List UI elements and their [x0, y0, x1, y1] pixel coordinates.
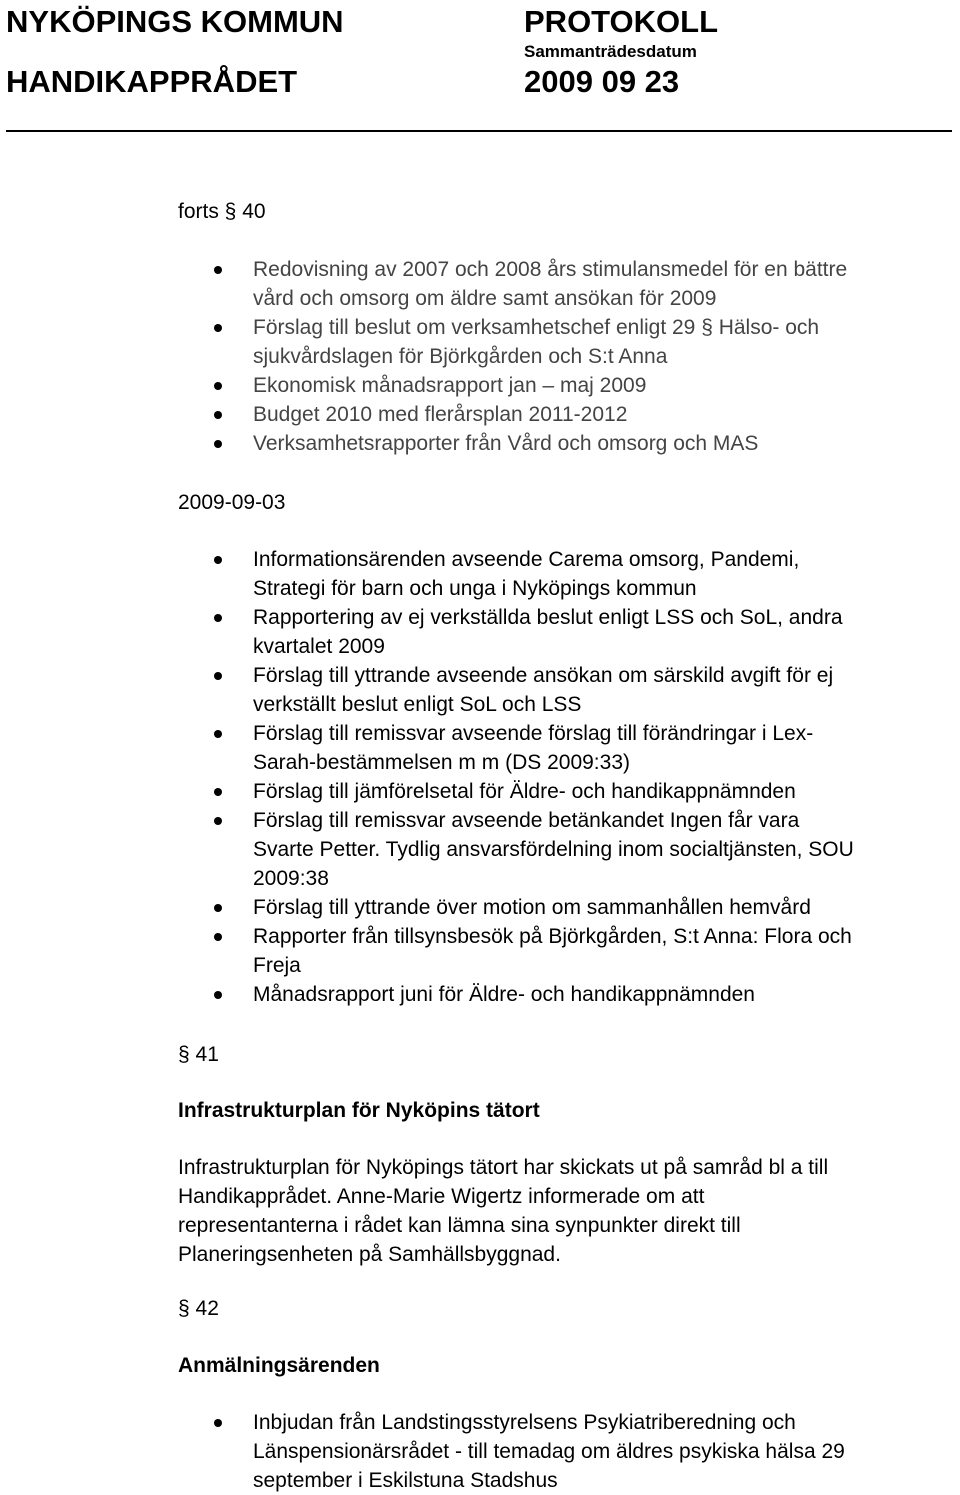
bullet-icon	[214, 266, 222, 274]
list-item	[0, 313, 847, 371]
list-item-text: Redovisning av 2007 och 2008 års stimulansmedel för en bättre	[253, 258, 848, 281]
list-item-text: Förslag till beslut om verksamhetschef enligt 29 § Hälso- och	[253, 316, 820, 339]
bullet-icon	[214, 788, 222, 796]
list-item-text: Förslag till yttrande avseende ansökan om särskild avgift för ej	[253, 664, 834, 687]
list-item-text: vård och omsorg om äldre samt ansökan för 2009	[253, 287, 717, 310]
paragraph-line: Planeringsenheten på Samhällsbyggnad.	[178, 1243, 561, 1266]
list-item-text: Förslag till remissvar avseende betänkandet Ingen får vara	[253, 809, 800, 832]
bullet-icon	[214, 411, 222, 419]
bullet-icon	[214, 730, 222, 738]
list-item	[0, 603, 854, 661]
sec40-list-b	[0, 545, 854, 1009]
list-item	[0, 719, 854, 777]
list-item	[0, 1408, 845, 1495]
list-item	[0, 980, 854, 1009]
list-item-text: Budget 2010 med flerårsplan 2011-2012	[253, 403, 628, 426]
sec42-number: § 42	[178, 1297, 219, 1320]
sec41-body	[178, 1153, 828, 1269]
list-item	[0, 777, 854, 806]
list-item	[0, 400, 847, 429]
list-item	[0, 429, 847, 458]
bullet-icon	[214, 614, 222, 622]
header-org: NYKÖPINGS KOMMUN	[6, 4, 344, 39]
list-item-text: Ekonomisk månadsrapport jan – maj 2009	[253, 374, 647, 397]
list-item-text: Rapporter från tillsynsbesök på Björkgården, S:t Anna: Flora och	[253, 925, 852, 948]
list-item-text: verkställt beslut enligt SoL och LSS	[253, 693, 582, 716]
list-item-text: Sarah-bestämmelsen m m (DS 2009:33)	[253, 751, 630, 774]
paragraph-line: Handikapprådet. Anne-Marie Wigertz informerade om att	[178, 1185, 705, 1208]
bullet-icon	[214, 324, 222, 332]
sec40-date: 2009-09-03	[178, 491, 286, 514]
sec40-heading: forts § 40	[178, 200, 266, 223]
list-item-text: Rapportering av ej verkställda beslut enligt LSS och SoL, andra	[253, 606, 843, 629]
list-item-text: Svarte Petter. Tydlig ansvarsfördelning inom socialtjänsten, SOU	[253, 838, 854, 861]
paragraph-line: Infrastrukturplan för Nyköpings tätort har skickats ut på samråd bl a till	[178, 1156, 829, 1179]
sec42-title: Anmälningsärenden	[178, 1354, 380, 1377]
list-item-text: Förslag till jämförelsetal för Äldre- och handikappnämnden	[253, 780, 796, 803]
bullet-icon	[214, 933, 222, 941]
list-item	[0, 806, 854, 893]
list-item-text: 2009:38	[253, 867, 329, 890]
header-unit: HANDIKAPPRÅDET	[6, 64, 298, 99]
list-item	[0, 545, 854, 603]
list-item-text: september i Eskilstuna Stadshus	[253, 1469, 558, 1492]
header-date-label: Sammanträdesdatum	[524, 42, 697, 61]
list-item-text: Månadsrapport juni för Äldre- och handikappnämnden	[253, 983, 755, 1006]
list-item	[0, 371, 847, 400]
list-item-text: Förslag till remissvar avseende förslag till förändringar i Lex-	[253, 722, 814, 745]
sec41-title: Infrastrukturplan för Nyköpins tätort	[178, 1099, 540, 1122]
list-item	[0, 922, 854, 980]
list-item-text: Strategi för barn och unga i Nyköpings kommun	[253, 577, 697, 600]
sec40-list-a	[0, 255, 847, 458]
list-item-text: Länspensionärsrådet - till temadag om äldres psykiska hälsa 29	[253, 1440, 845, 1463]
list-item-text: Verksamhetsrapporter från Vård och omsorg och MAS	[253, 432, 759, 455]
list-item-text: sjukvårdslagen för Björkgården och S:t Anna	[253, 345, 668, 368]
list-item	[0, 255, 847, 313]
bullet-icon	[214, 904, 222, 912]
header-date: 2009 09 23	[524, 64, 680, 99]
bullet-icon	[214, 556, 222, 564]
bullet-icon	[214, 1419, 222, 1427]
list-item	[0, 893, 854, 922]
bullet-icon	[214, 817, 222, 825]
list-item	[0, 661, 854, 719]
bullet-icon	[214, 382, 222, 390]
paragraph-line: representanterna i rådet kan lämna sina synpunkter direkt till	[178, 1214, 741, 1237]
sec41-number: § 41	[178, 1043, 219, 1066]
bullet-icon	[214, 672, 222, 680]
list-item-text: Förslag till yttrande över motion om sammanhållen hemvård	[253, 896, 811, 919]
bullet-icon	[214, 440, 222, 448]
list-item-text: kvartalet 2009	[253, 635, 385, 658]
bullet-icon	[214, 991, 222, 999]
header-doc-type: PROTOKOLL	[524, 4, 719, 39]
list-item-text: Informationsärenden avseende Carema omsorg, Pandemi,	[253, 548, 800, 571]
header-divider	[6, 130, 952, 132]
list-item-text: Inbjudan från Landstingsstyrelsens Psykiatriberedning och	[253, 1411, 796, 1434]
list-item-text: Freja	[253, 954, 301, 977]
sec42-list	[0, 1408, 845, 1495]
